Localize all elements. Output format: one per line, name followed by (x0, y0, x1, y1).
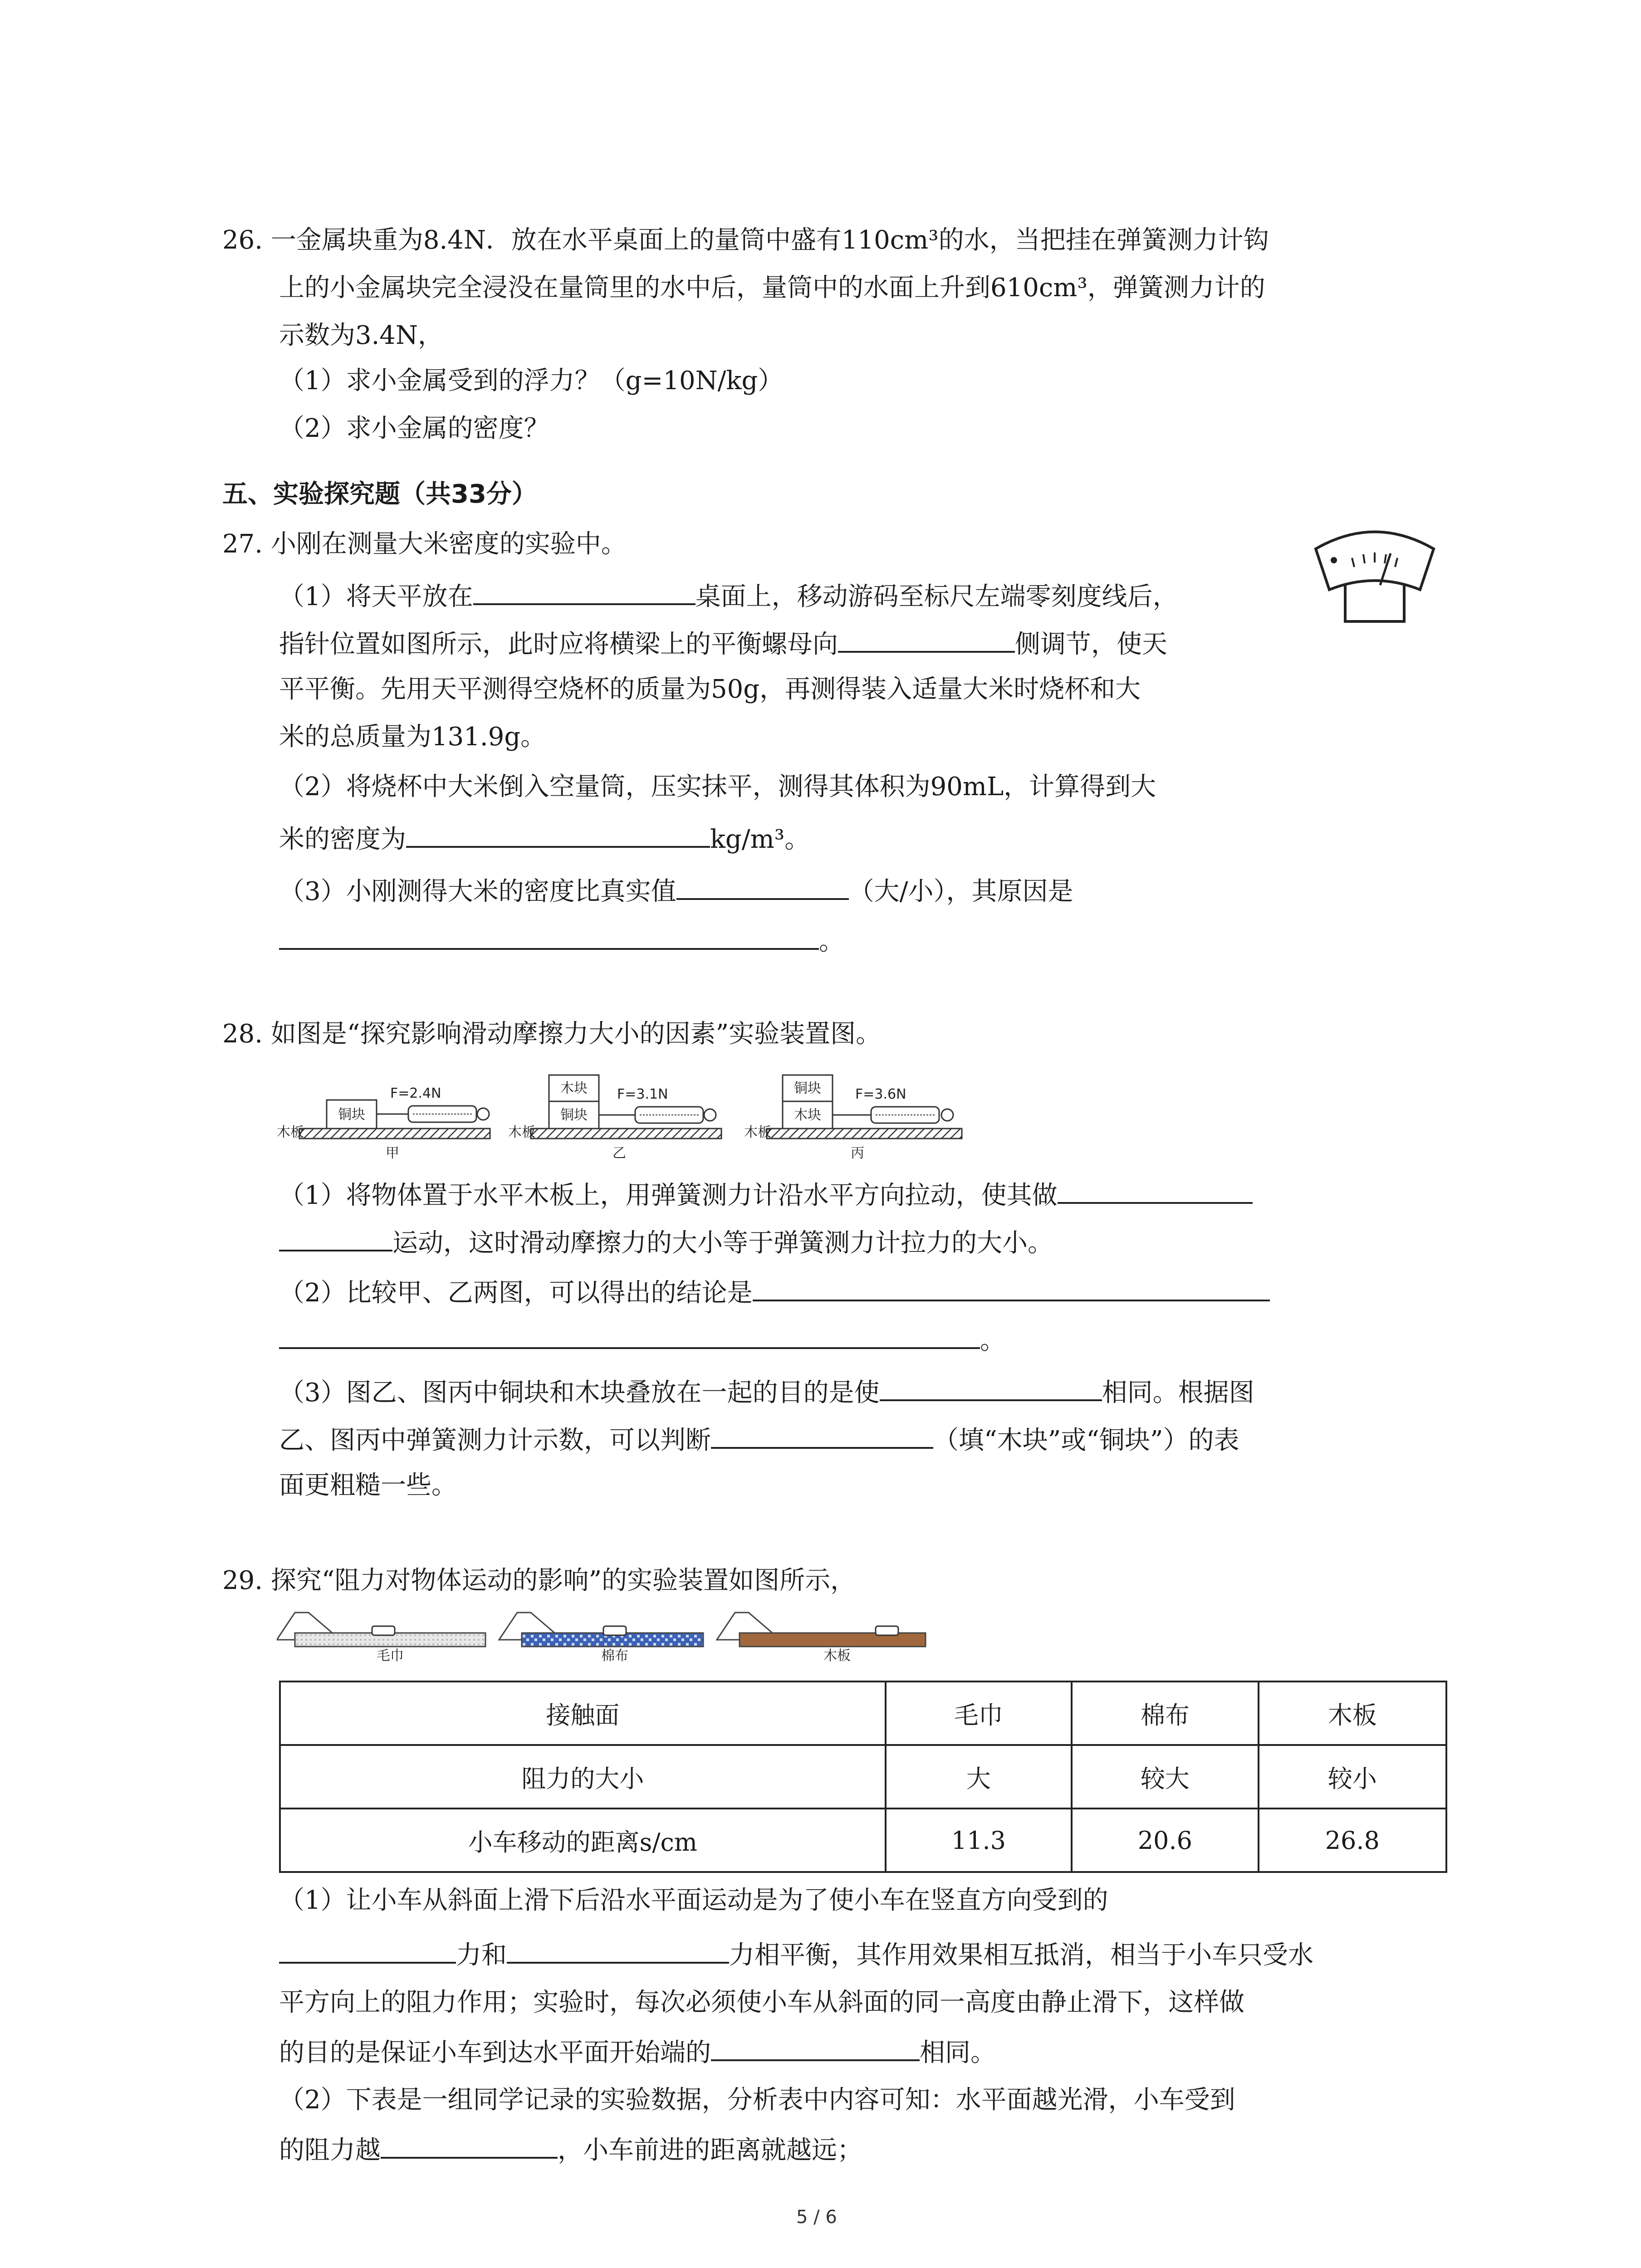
table-header-cell: 接触面 (280, 1681, 886, 1745)
q28-blank-motion-b[interactable] (279, 1222, 392, 1251)
q27-line-4: 平平衡。先用天平测得空烧杯的质量为50g，再测得装入适量大米时烧杯和大 (279, 675, 1141, 704)
q27-blank-reason[interactable] (279, 921, 819, 950)
block-wood-label: 木块 (560, 1080, 588, 1096)
friction-setup-jia (277, 1085, 490, 1161)
q26-line-1: 26. 一金属块重为8.4N．放在水平桌面上的量筒中盛有110cm³的水，当把挂在弹簧测力计钩 (222, 225, 1269, 255)
q27-text-9: 。 (819, 927, 844, 956)
q29-line-1: 29. 探究“阻力对物体运动的影响”的实验装置如图所示， (222, 1566, 856, 1595)
q28-line-3 (279, 1222, 1053, 1261)
q27-text-3a: 指针位置如图所示，此时应将横梁上的平衡螺母向 (279, 630, 838, 659)
q28-text-6a: （3）图乙、图丙中铜块和木块叠放在一起的目的是使 (279, 1378, 880, 1408)
q29-text-5a: 的目的是保证小车到达水平面开始端的 (279, 2038, 711, 2068)
force-label-bing: F=3.6N (855, 1086, 906, 1102)
q28-line-2 (279, 1175, 1253, 1214)
board-label: 木板 (508, 1124, 535, 1140)
table-row (280, 1745, 1446, 1809)
q29-text-7b: ，小车前进的距离就越远； (558, 2136, 862, 2165)
caption-jia: 甲 (386, 1145, 399, 1161)
q29-text-3a: 力和 (456, 1941, 507, 1970)
table-header-cell: 毛巾 (886, 1681, 1072, 1745)
q27-line-9 (279, 921, 844, 960)
incline-wood (717, 1613, 926, 1664)
page-number: 5 / 6 (796, 2207, 837, 2228)
table-cell: 阻力的大小 (280, 1745, 886, 1809)
q29-line-6: （2）下表是一组同学记录的实验数据，分析表中内容可知：水平面越光滑，小车受到 (279, 2085, 1235, 2115)
q27-line-2 (279, 576, 1178, 615)
caption-yi: 乙 (612, 1145, 626, 1161)
friction-setup-bing (744, 1075, 962, 1161)
force-label-jia: F=2.4N (390, 1085, 441, 1101)
q27-blank-compare[interactable] (676, 871, 849, 900)
table-header-row (280, 1681, 1446, 1745)
q27-line-5: 米的总质量为131.9g。 (279, 722, 546, 752)
q28-text-6b: 相同。根据图 (1102, 1378, 1254, 1408)
q29-line-7 (279, 2130, 862, 2169)
incline-experiment-figure (277, 1601, 935, 1665)
q27-text-3b: 侧调节，使天 (1015, 630, 1167, 659)
q28-line-4 (279, 1272, 1270, 1311)
table-header-cell: 棉布 (1072, 1681, 1258, 1745)
q27-line-3 (279, 624, 1167, 663)
q26-subquestion-1: （1）求小金属受到的浮力？（g=10N/kg） (279, 366, 784, 396)
force-label-yi: F=3.1N (617, 1086, 668, 1102)
q29-blank-resistance[interactable] (381, 2130, 558, 2159)
q28-text-2a: （1）将物体置于水平木板上，用弹簧测力计沿水平方向拉动，使其做 (279, 1181, 1058, 1210)
q28-blank-motion-a[interactable] (1058, 1175, 1253, 1204)
q28-line-5 (279, 1320, 1005, 1359)
q28-text-3: 运动，这时滑动摩擦力的大小等于弹簧测力计拉力的大小。 (392, 1228, 1053, 1258)
q27-text-7a: 米的密度为 (279, 825, 406, 854)
balance-pointer-figure (1307, 517, 1443, 626)
table-cell: 26.8 (1259, 1809, 1446, 1872)
q28-blank-conclusion-a[interactable] (753, 1272, 1270, 1301)
q28-blank-rougher[interactable] (711, 1420, 933, 1449)
block-copper-label: 铜块 (794, 1080, 821, 1096)
table-cell: 小车移动的距离s/cm (280, 1809, 886, 1872)
q27-text-2a: （1）将天平放在 (279, 582, 473, 611)
block-wood-label: 木块 (794, 1107, 821, 1123)
board-label: 木板 (744, 1124, 771, 1140)
q28-text-7b: （填“木块”或“铜块”）的表 (933, 1426, 1239, 1455)
caption-wood: 木板 (823, 1648, 851, 1664)
q28-text-5: 。 (980, 1326, 1005, 1355)
q27-blank-surface[interactable] (473, 576, 696, 605)
q27-line-1: 27. 小刚在测量大米密度的实验中。 (222, 529, 627, 559)
q26-line-3: 示数为3.4N， (279, 321, 444, 350)
q27-text-7b: kg/m³。 (710, 825, 810, 854)
q28-line-7 (279, 1420, 1239, 1459)
block-copper-label: 铜块 (338, 1107, 365, 1123)
caption-bing: 丙 (851, 1145, 864, 1161)
q28-line-6 (279, 1372, 1254, 1411)
caption-towel: 毛巾 (377, 1648, 404, 1664)
q29-line-3 (279, 1935, 1313, 1974)
friction-setup-yi (508, 1075, 721, 1161)
q29-blank-force-a[interactable] (279, 1935, 456, 1964)
q28-line-1: 28. 如图是“探究影响滑动摩擦力大小的因素”实验装置图。 (222, 1019, 882, 1049)
q29-line-5 (279, 2032, 996, 2071)
q28-text-4: （2）比较甲、乙两图，可以得出的结论是 (279, 1278, 753, 1308)
caption-cotton: 棉布 (601, 1648, 628, 1664)
q29-text-7a: 的阻力越 (279, 2136, 381, 2165)
q27-blank-direction[interactable] (838, 624, 1015, 653)
q27-text-2b: 桌面上，移动游码至标尺左端零刻度线后， (695, 582, 1178, 611)
q27-line-6: （2）将烧杯中大米倒入空量筒，压实抹平，测得其体积为90mL，计算得到大 (279, 772, 1156, 802)
table-header-cell: 木板 (1259, 1681, 1446, 1745)
q28-text-7a: 乙、图丙中弹簧测力计示数，可以判断 (279, 1426, 711, 1455)
block-copper-label: 铜块 (560, 1107, 588, 1123)
table-cell: 20.6 (1072, 1809, 1258, 1872)
q28-blank-purpose[interactable] (880, 1372, 1102, 1401)
q27-text-8a: （3）小刚测得大米的密度比真实值 (279, 877, 676, 906)
q29-line-2: （1）让小车从斜面上滑下后沿水平面运动是为了使小车在竖直方向受到的 (279, 1886, 1108, 1915)
table-cell: 大 (886, 1745, 1072, 1809)
friction-experiment-figure (277, 1057, 1003, 1166)
board-label: 木板 (277, 1124, 304, 1140)
q29-text-3b: 力相平衡，其作用效果相互抵消，相当于小车只受水 (729, 1941, 1313, 1970)
section-title: 五、实验探究题（共33分） (222, 479, 537, 509)
table-cell: 较大 (1072, 1745, 1258, 1809)
q28-blank-conclusion-b[interactable] (279, 1320, 980, 1349)
table-cell: 11.3 (886, 1809, 1072, 1872)
table-cell: 较小 (1259, 1745, 1446, 1809)
q28-line-8: 面更粗糙一些。 (279, 1471, 457, 1500)
q29-line-4: 平方向上的阻力作用；实验时，每次必须使小车从斜面的同一高度由静止滑下，这样做 (279, 1988, 1244, 2017)
q26-line-2: 上的小金属块完全浸没在量筒里的水中后，量筒中的水面上升到610cm³，弹簧测力计的 (279, 273, 1265, 303)
results-table (279, 1681, 1447, 1873)
q29-blank-force-b[interactable] (507, 1935, 729, 1964)
q27-line-7 (279, 819, 810, 858)
q27-text-8b: （大/小），其原因是 (848, 877, 1073, 906)
q29-text-5b: 相同。 (920, 2038, 996, 2068)
q27-blank-density[interactable] (406, 819, 710, 848)
incline-cotton (499, 1613, 703, 1664)
incline-towel (277, 1613, 485, 1664)
q27-line-8 (279, 871, 1073, 910)
q29-blank-speed[interactable] (711, 2032, 920, 2061)
table-row (280, 1809, 1446, 1872)
q26-subquestion-2: （2）求小金属的密度？ (279, 414, 549, 443)
